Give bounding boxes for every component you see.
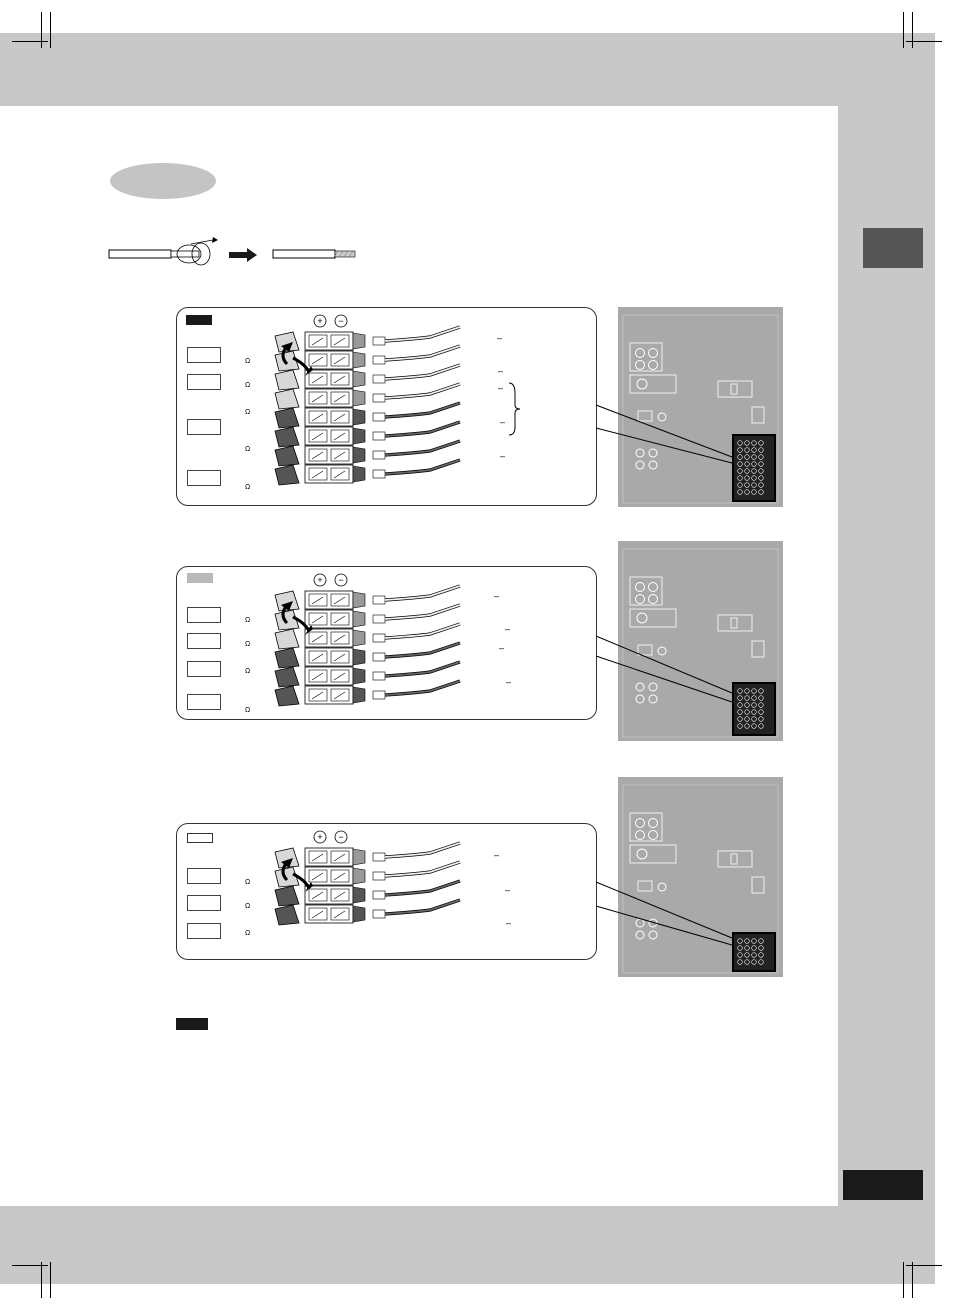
model-badge [187, 573, 213, 583]
terminal-block-c [265, 828, 465, 956]
crop-mark [912, 12, 913, 48]
speaker-label-box [187, 419, 221, 435]
connection-diagram-a [176, 307, 597, 506]
polarity-markers [314, 831, 347, 843]
cable-dash: – [505, 885, 511, 895]
terminal-row [275, 403, 460, 428]
model-badge [187, 833, 213, 843]
speaker-label-box [187, 868, 221, 884]
ohm-symbol: Ω [245, 358, 251, 365]
cable-dash: – [498, 383, 504, 393]
connection-diagram-b [176, 566, 597, 720]
crop-mark [12, 41, 48, 42]
terminal-row [275, 605, 460, 630]
section-heading-pill [110, 163, 216, 199]
ohm-symbol: Ω [245, 707, 251, 714]
speaker-label-box [187, 374, 221, 390]
ohm-symbol: Ω [245, 903, 251, 910]
terminal-row [275, 862, 460, 887]
speaker-label-box [187, 607, 221, 623]
svg-text:−: − [338, 316, 344, 326]
terminal-row [275, 681, 460, 706]
wire-stripping-illustration [105, 236, 365, 268]
top-gray-band [0, 33, 935, 106]
connection-diagram-c [176, 823, 597, 960]
speaker-label-box [187, 923, 221, 939]
ohm-symbol: Ω [245, 617, 251, 624]
cable-dash: – [497, 333, 503, 343]
crop-mark [41, 1262, 42, 1298]
terminal-row [275, 422, 460, 447]
cable-dash: – [494, 850, 500, 860]
ohm-symbol: Ω [245, 879, 251, 886]
bottom-gray-band [0, 1206, 935, 1284]
cable-dash: – [506, 677, 512, 687]
cable-dash: – [505, 624, 511, 634]
right-gray-column [838, 33, 935, 1284]
terminal-row [275, 881, 460, 906]
crop-mark [912, 1262, 913, 1298]
cable-dash: – [500, 451, 506, 461]
crop-mark [903, 12, 904, 48]
terminal-row [275, 441, 460, 466]
terminal-row [275, 643, 460, 668]
note-badge [176, 1018, 208, 1030]
crop-mark [903, 1262, 904, 1298]
ohm-symbol: Ω [245, 409, 251, 416]
speaker-label-box [187, 661, 221, 677]
terminal-row [275, 365, 460, 390]
terminal-row [275, 586, 460, 611]
crop-mark [12, 1265, 48, 1266]
cable-dash: – [494, 591, 500, 601]
svg-text:+: + [317, 316, 323, 326]
ohm-symbol: Ω [245, 382, 251, 389]
terminal-row [275, 346, 460, 371]
crop-mark [50, 1262, 51, 1298]
terminal-block-a [265, 312, 465, 502]
terminal-row [275, 900, 460, 925]
svg-text:−: − [338, 575, 344, 585]
ohm-symbol: Ω [245, 641, 251, 648]
cable-dash: – [498, 366, 504, 376]
terminal-row [275, 662, 460, 687]
crop-mark [906, 41, 942, 42]
cable-dash: – [506, 918, 512, 928]
brace-icon [507, 381, 523, 437]
speaker-label-box [187, 694, 221, 710]
cable-dash: – [500, 417, 506, 427]
speaker-label-box [187, 895, 221, 911]
callout-lines [590, 300, 750, 1000]
speaker-label-box [187, 470, 221, 486]
speaker-label-box [187, 633, 221, 649]
terminal-block-b [265, 571, 465, 716]
crop-mark [41, 12, 42, 48]
svg-text:−: − [338, 832, 344, 842]
ohm-symbol: Ω [245, 930, 251, 937]
page-number-tab [843, 1170, 923, 1200]
ohm-symbol: Ω [245, 668, 251, 675]
crop-mark [906, 1265, 942, 1266]
ohm-symbol: Ω [245, 484, 251, 491]
svg-text:+: + [317, 575, 323, 585]
terminal-row [275, 384, 460, 409]
terminal-row [275, 460, 460, 485]
cable-dash: – [499, 643, 505, 653]
model-badge [186, 315, 212, 325]
ohm-symbol: Ω [245, 446, 251, 453]
polarity-markers [314, 574, 347, 586]
polarity-markers [314, 315, 347, 327]
chapter-tab [863, 228, 923, 268]
terminal-row [275, 843, 460, 868]
crop-mark [50, 12, 51, 48]
terminal-row [275, 624, 460, 649]
speaker-label-box [187, 347, 221, 363]
svg-text:+: + [317, 832, 323, 842]
terminal-row [275, 327, 460, 352]
